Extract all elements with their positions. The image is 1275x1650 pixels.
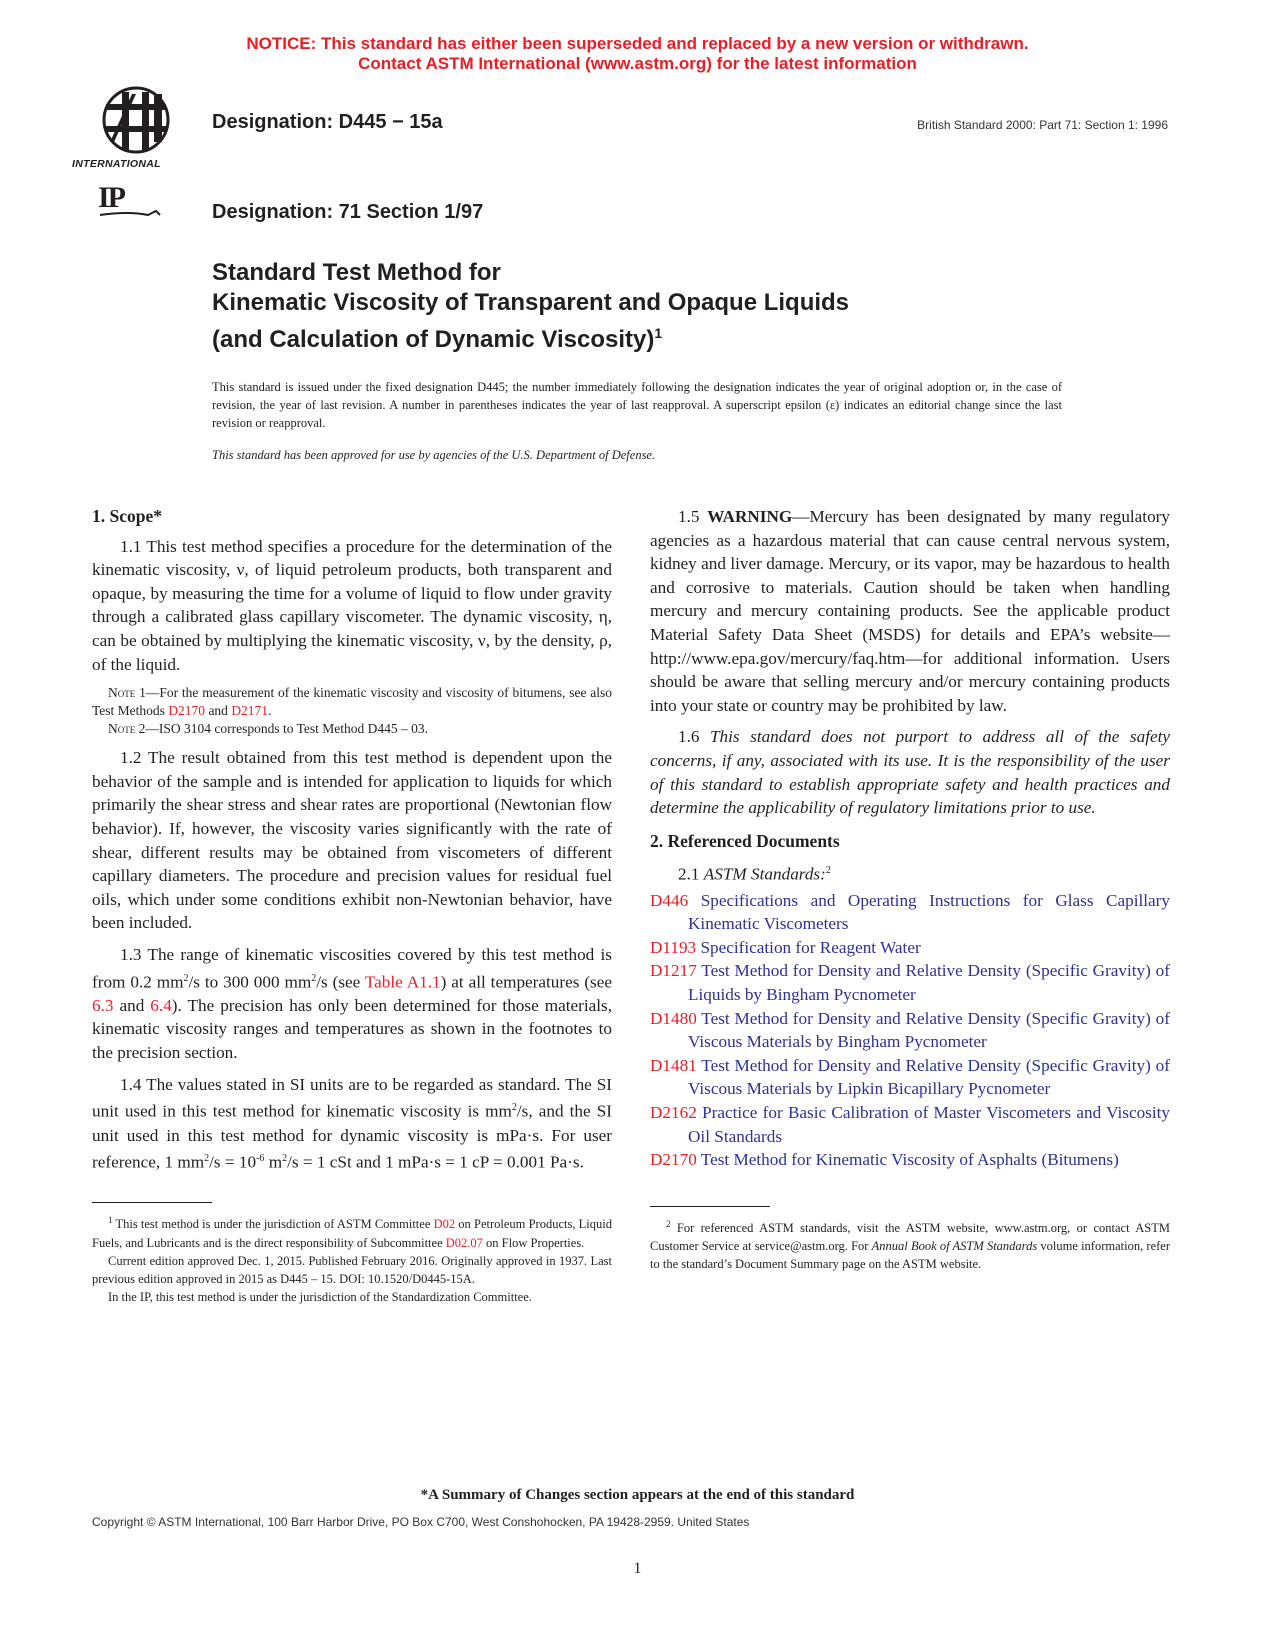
notice-line-2: Contact ASTM International (www.astm.org) for the latest information xyxy=(358,54,917,73)
right-column xyxy=(650,505,1170,1273)
footnote-1-para-1: $^1$ This test method is under the jurisdiction of ASTM Committee D02 on Petroleum Products, Liquid Fuels, and Lubricants and is the direct responsibility of Subcommittee D02.07 on Flow Properties. xyxy=(92,1215,612,1250)
link-d02[interactable]: D02 xyxy=(433,1217,456,1232)
left-column xyxy=(92,505,612,1306)
referenced-standards-list xyxy=(650,889,1170,1172)
logo-international-text: INTERNATIONAL xyxy=(72,158,161,170)
paragraph-1-4: 1.4 The values stated in SI units are to be regarded as standard. The SI unit used in this test method for kinematic viscosity is $mm^2/s$, and the SI unit used in this test method for dynamic viscosity is mPa·s. For user reference, 1 $mm^2/s = 10^{-6}$ $m^2/s = 1$ cSt and 1 mPa·s = 1 cP = 0.001 Pa·s. xyxy=(92,1074,612,1172)
paragraph-1-6: 1.6 This standard does not purport to address all of the safety concerns, if any, associated with its use. It is the responsibility of the user of this standard to establish appropriate safety and health practices and determine the applicability of regulatory limitations prior to use. xyxy=(650,727,1171,818)
paragraph-1-5: 1.5 WARNING—Mercury has been designated by many regulatory agencies as a hazardous material that can cause central nervous system, kidney and liver damage. Mercury, or its vapor, may be hazardous to health and corrosive to materials. Caution should be taken when handling mercury and mercury containing products. See the applicable product Material Safety Data Sheet (MSDS) for details and EPA’s website—http://www.epa.gov/mercury/faq.htm—for additional information. Users should be aware that selling mercury and/or mercury containing products into your state or country may be prohibited by law. xyxy=(650,507,1170,715)
ip-logo-text: IP xyxy=(98,181,124,214)
link-d2171[interactable]: D2171 xyxy=(231,703,269,719)
footnote-1 xyxy=(92,1211,612,1305)
title-line-3: (and Calculation of Dynamic Viscosity)$^1$ xyxy=(212,325,663,353)
link-d2170[interactable]: D2170 xyxy=(168,703,206,719)
page-number: 1 xyxy=(633,1560,642,1577)
paragraph-1-3: 1.3 The range of kinematic viscosities covered by this test method is from 0.2 $mm^2/s$ to 300 000 $mm^2/s$ (see Table A1.1) at all temperatures (see 6.3 and 6.4). The precision has only been determined for those materials, kinematic viscosity ranges and temperatures as shown in the footnotes to the precision section. xyxy=(92,944,612,1063)
british-standard-reference: British Standard 2000: Part 71: Section 1: 1996 xyxy=(917,118,1168,132)
copyright-line: Copyright © ASTM International, 100 Barr Harbor Drive, PO Box C700, West Conshohocken, PA 19428-2959. United States xyxy=(92,1515,750,1529)
document-title xyxy=(212,258,849,355)
astm-logo xyxy=(72,82,192,174)
paragraph-1-2: 1.2 The result obtained from this test method is dependent upon the behavior of the sample and is intended for application to liquids for which primarily the shear stress and shear rates are proportional (Newtonian flow behavior). If, however, the viscosity varies significantly with the rate of shear, different results may be obtained from viscometers of different capillary diameters. The procedure and precision values for residual fuel oils, which under some conditions exhibit non-Newtonian behavior, have been included. xyxy=(92,748,612,933)
section-2-heading: 2. Referenced Documents xyxy=(650,830,840,851)
link-section-6-4[interactable]: 6.4 xyxy=(150,995,172,1015)
note-2: Note 2—ISO 3104 corresponds to Test Method D445 – 03. xyxy=(108,721,429,737)
footnote-divider xyxy=(92,1202,212,1203)
link-table-a1-1[interactable]: Table A1.1 xyxy=(364,972,441,992)
link-d02-07[interactable]: D02.07 xyxy=(445,1235,483,1250)
paragraph-1-1: 1.1 This test method specifies a procedure for the determination of the kinematic viscosity, ν, of liquid petroleum products, both transparent and opaque, by measuring the time for a volume of liquid to flow under gravity through a calibrated glass capillary viscometer. The dynamic viscosity, η, can be obtained by multiplying the kinematic viscosity, ν, by the density, ρ, of the liquid. xyxy=(92,536,612,674)
dod-approval-statement: This standard has been approved for use by agencies of the U.S. Department of Defense. xyxy=(212,448,656,462)
summary-of-changes-note: *A Summary of Changes section appears at the end of this standard xyxy=(420,1487,855,1503)
footnote-1-para-3: In the IP, this test method is under the jurisdiction of the Standardization Committee. xyxy=(108,1289,532,1304)
ref-item[interactable]: D2162 Practice for Basic Calibration of Master Viscometers and Viscosity Oil Standards xyxy=(650,1102,1171,1146)
footnote-divider-right xyxy=(650,1206,770,1207)
issuance-statement: This standard is issued under the fixed designation D445; the number immediately following the designation indicates the year of original adoption or, in the case of revision, the year of last revision. A number in parentheses indicates the year of last reapproval. A superscript epsilon (ε) indicates an editorial change since the last revision or reapproval. xyxy=(212,380,1062,430)
paragraph-2-1: 2.1 ASTM Standards:$^2$ xyxy=(678,865,831,885)
link-section-6-3[interactable]: 6.3 xyxy=(92,995,114,1015)
ref-item[interactable]: D1217 Test Method for Density and Relative Density (Specific Gravity) of Liquids by Bingham Pycnometer xyxy=(650,961,1170,1005)
section-1-heading: 1. Scope* xyxy=(92,506,162,526)
title-line-2: Kinematic Viscosity of Transparent and Opaque Liquids xyxy=(212,289,850,316)
notice-line-1: NOTICE: This standard has either been superseded and replaced by a new version or withdrawn. xyxy=(246,34,1029,53)
withdrawn-notice xyxy=(0,34,1275,74)
footnote-1-para-2: Current edition approved Dec. 1, 2015. Published February 2016. Originally approved in 1937. Last previous edition approved in 2015 as D445 – 15. DOI: 10.1520/D0445-15A. xyxy=(92,1253,612,1286)
ip-logo xyxy=(98,183,168,219)
title-line-1: Standard Test Method for xyxy=(212,259,501,286)
note-1: Note 1—For the measurement of the kinematic viscosity and viscosity of bitumens, see also Test Methods D2170 and D2171. xyxy=(92,685,613,719)
ref-item[interactable]: D1480 Test Method for Density and Relative Density (Specific Gravity) of Viscous Materials by Bingham Pycnometer xyxy=(650,1008,1170,1052)
designation-astm: Designation: D445 − 15a xyxy=(212,111,443,133)
footnote-2: $^2$ For referenced ASTM standards, visit the ASTM website, www.astm.org, or contact ASTM Customer Service at service@astm.org. For Annual Book of ASTM Standards volume information, refer to the standard’s Document Summary page on the ASTM website. xyxy=(650,1218,1170,1271)
ref-item[interactable]: D2170 Test Method for Kinematic Viscosity of Asphalts (Bitumens) xyxy=(650,1150,1119,1170)
designation-ip: Designation: 71 Section 1/97 xyxy=(212,201,484,223)
ref-item[interactable]: D1193 Specification for Reagent Water xyxy=(650,937,921,957)
ref-item[interactable]: D1481 Test Method for Density and Relative Density (Specific Gravity) of Viscous Materials by Lipkin Bicapillary Pycnometer xyxy=(650,1055,1170,1099)
ref-item[interactable]: D446 Specifications and Operating Instructions for Glass Capillary Kinematic Viscometers xyxy=(650,890,1171,934)
